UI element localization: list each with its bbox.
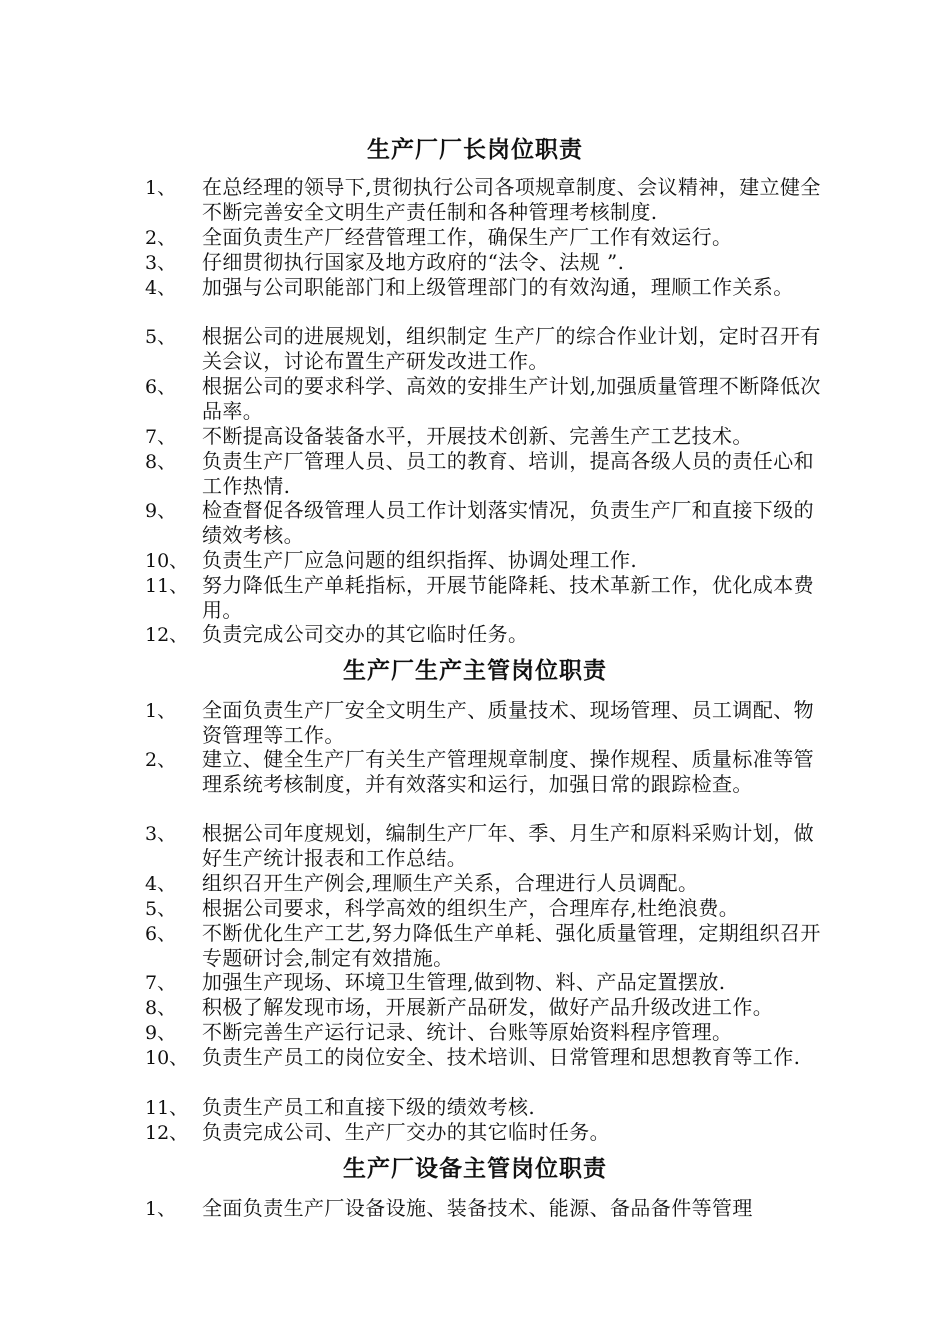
list-item-number: 7、 — [145, 426, 177, 448]
list-item-number: 10、 — [145, 550, 189, 572]
list-item-text: 积极了解发现市场，开展新产品研发，做好产品升级改进工作。 — [202, 995, 774, 1019]
list-item-text: 全面负责生产厂安全文明生产、质量技术、现场管理、员工调配、物资管理等工作。 — [202, 698, 814, 747]
list-item-number: 7、 — [145, 972, 177, 994]
list-item-text: 检查督促各级管理人员工作计划落实情况，负责生产厂和直接下级的绩效考核。 — [202, 498, 814, 547]
list-item-number: 2、 — [145, 749, 177, 771]
list-item-number: 3、 — [145, 823, 177, 845]
list-item-number: 6、 — [145, 376, 177, 398]
list-item-number: 3、 — [145, 252, 177, 274]
list-item-number: 6、 — [145, 923, 177, 945]
list-item-number: 11、 — [145, 575, 189, 597]
list-item-text: 根据公司的进展规划，组织制定 生产厂的综合作业计划，定时召开有关会议，讨论布置生产研发改进工作。 — [202, 324, 821, 373]
section-title-equipment-supervisor: 生产厂设备主管岗位职责 — [343, 1155, 607, 1182]
list-item-text: 负责生产员工的岗位安全、技术培训、日常管理和思想教育等工作. — [202, 1045, 801, 1069]
list-item-text: 努力降低生产单耗指标，开展节能降耗、技术革新工作，优化成本费用。 — [202, 573, 814, 622]
list-item-text: 根据公司的要求科学、高效的安排生产计划,加强质量管理不断降低次品率。 — [202, 374, 821, 423]
list-item-text: 仔细贯彻执行国家及地方政府的“法令、法规 ”. — [202, 250, 625, 274]
list-item-text: 全面负责生产厂经营管理工作，确保生产厂工作有效运行。 — [202, 225, 733, 249]
list-item-number: 5、 — [145, 898, 177, 920]
list-item-text: 负责生产厂管理人员、员工的教育、培训，提高各级人员的责任心和工作热情. — [202, 449, 814, 498]
section-title-factory-director: 生产厂厂长岗位职责 — [367, 136, 583, 163]
list-item-number: 1、 — [145, 1198, 177, 1220]
section-title-production-supervisor: 生产厂生产主管岗位职责 — [343, 657, 607, 684]
list-item-number: 8、 — [145, 997, 177, 1019]
list-item-number: 12、 — [145, 1122, 189, 1144]
list-item-text: 组织召开生产例会,理顺生产关系，合理进行人员调配。 — [202, 871, 699, 895]
list-item-text: 负责生产厂应急问题的组织指挥、协调处理工作. — [202, 548, 638, 572]
list-item-number: 8、 — [145, 451, 177, 473]
list-item-number: 5、 — [145, 326, 177, 348]
list-item-text: 负责完成公司交办的其它临时任务。 — [202, 622, 529, 646]
list-item-text: 负责生产员工和直接下级的绩效考核. — [202, 1095, 536, 1119]
list-item-text: 根据公司年度规划，编制生产厂年、季、月生产和原料采购计划，做好生产统计报表和工作总结。 — [202, 821, 814, 870]
list-item-number: 9、 — [145, 1022, 177, 1044]
list-item-number: 4、 — [145, 873, 177, 895]
list-item-number: 12、 — [145, 624, 189, 646]
list-item-number: 11、 — [145, 1097, 189, 1119]
list-item-number: 1、 — [145, 700, 177, 722]
list-item-number: 10、 — [145, 1047, 189, 1069]
list-item-text: 加强与公司职能部门和上级管理部门的有效沟通，理顺工作关系。 — [202, 275, 794, 299]
list-item-number: 4、 — [145, 277, 177, 299]
list-item-text: 根据公司要求，科学高效的组织生产，合理库存,杜绝浪费。 — [202, 896, 740, 920]
list-item-text: 全面负责生产厂设备设施、装备技术、能源、备品备件等管理 — [202, 1196, 753, 1220]
list-item-text: 加强生产现场、环境卫生管理,做到物、料、产品定置摆放. — [202, 970, 726, 994]
list-item-number: 1、 — [145, 177, 177, 199]
list-item-text: 负责完成公司、生产厂交办的其它临时任务。 — [202, 1120, 610, 1144]
list-item-text: 不断完善生产运行记录、统计、台账等原始资料程序管理。 — [202, 1020, 733, 1044]
list-item-number: 2、 — [145, 227, 177, 249]
list-item-text: 不断提高设备装备水平，开展技术创新、完善生产工艺技术。 — [202, 424, 753, 448]
list-item-number: 9、 — [145, 500, 177, 522]
list-item-text: 不断优化生产工艺,努力降低生产单耗、强化质量管理，定期组织召开专题研讨会,制定有效措施。 — [202, 921, 821, 970]
list-item-text: 在总经理的领导下,贯彻执行公司各项规章制度、会议精神，建立健全不断完善安全文明生产责任制和各种管理考核制度. — [202, 175, 821, 224]
list-item-text: 建立、健全生产厂有关生产管理规章制度、操作规程、质量标准等管理系统考核制度，并有效落实和运行，加强日常的跟踪检查。 — [202, 747, 814, 796]
